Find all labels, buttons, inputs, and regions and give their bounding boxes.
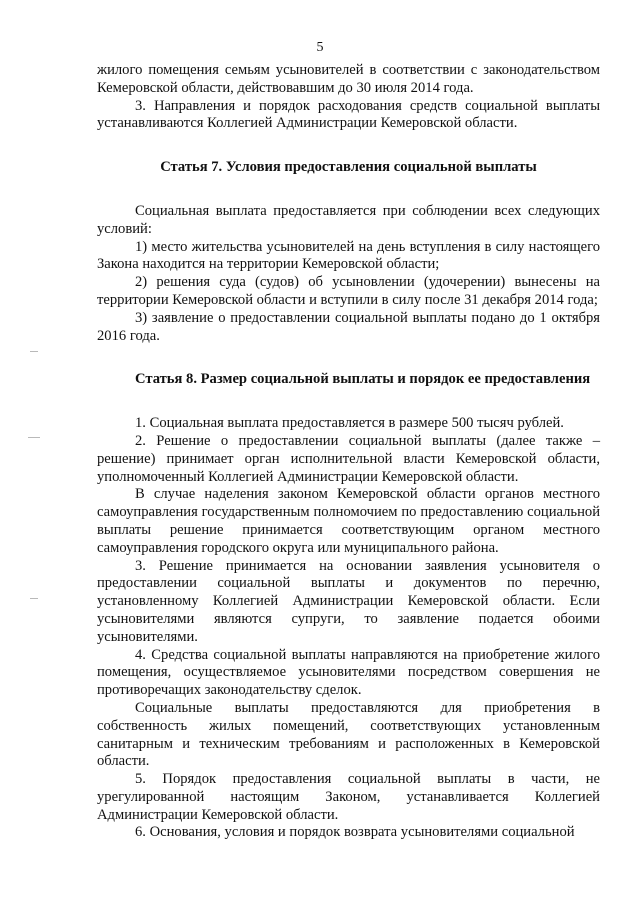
article-7-condition: 2) решения суда (судов) об усыновлении (удочерении) вынесены на территории Кемеровской области и вступили в силу после 31 декабря 2014 года;: [97, 274, 600, 308]
article-7-condition: 1) место жительства усыновителей на день вступления в силу настоящего Закона находится на территории Кемеровской области;: [97, 238, 600, 273]
article-8-paragraph: 3. Решение принимается на основании заявления усыновителя о предоставлении социальной выплаты и документов по перечню, установленному Коллегией Администрации Кемеровской области. Если усыновителями являются супруги, то заявление подается обоими усыновителями.: [97, 557, 600, 645]
article-8-paragraph: Социальные выплаты предоставляются для приобретения в собственность жилых помещений, соответствующих установленным санитарным и техническим требованиям и расположенных в Кемеровской области.: [97, 699, 600, 770]
article-8-paragraph: 1. Социальная выплата предоставляется в размере 500 тысяч рублей.: [135, 415, 564, 432]
article-8-paragraph: 2. Решение о предоставлении социальной выплаты (далее также – решение) принимает орган исполнительной власти Кемеровской области, уполномоченный Коллегией Администрации Кемеровской области.: [97, 432, 600, 485]
intro-paragraph: жилого помещения семьям усыновителей в соответствии с законодательством Кемеровской области, действовавшим до 30 июля 2014 года.: [97, 62, 600, 96]
margin-mark: [30, 598, 38, 599]
article-8-paragraph: В случае наделения законом Кемеровской области органов местного самоуправления государственным полномочием по предоставлению социальной выплаты решение принимается соответствующим органом местного самоуправления городского округа или муниципального района.: [97, 486, 600, 556]
intro-paragraph: 3. Направления и порядок расходования средств социальной выплаты устанавливаются Коллегией Администрации Кемеровской области.: [97, 97, 600, 132]
article-7-heading: Статья 7. Условия предоставления социальной выплаты: [160, 159, 537, 176]
article-8-heading: Статья 8. Размер социальной выплаты и порядок ее предоставления: [135, 371, 591, 388]
article-7-condition: 3) заявление о предоставлении социальной выплаты подано до 1 октября 2016 года.: [97, 309, 600, 344]
margin-mark: [28, 437, 40, 438]
page-number: 5: [316, 40, 324, 55]
article-8-paragraph: 5. Порядок предоставления социальной выплаты в части, не урегулированной настоящим Законом, устанавливается Коллегией Администрации Кемеровской области.: [97, 771, 600, 823]
article-8-paragraph: 6. Основания, условия и порядок возврата усыновителями социальной: [135, 824, 575, 841]
article-8-paragraph: 4. Средства социальной выплаты направляются на приобретение жилого помещения, осуществляемое усыновителями посредством совершения не противоречащих законодательству сделок.: [97, 646, 600, 699]
document-body: [97, 62, 600, 842]
margin-mark: [30, 351, 38, 352]
article-7-lead: Социальная выплата предоставляется при соблюдении всех следующих условий:: [97, 202, 600, 237]
